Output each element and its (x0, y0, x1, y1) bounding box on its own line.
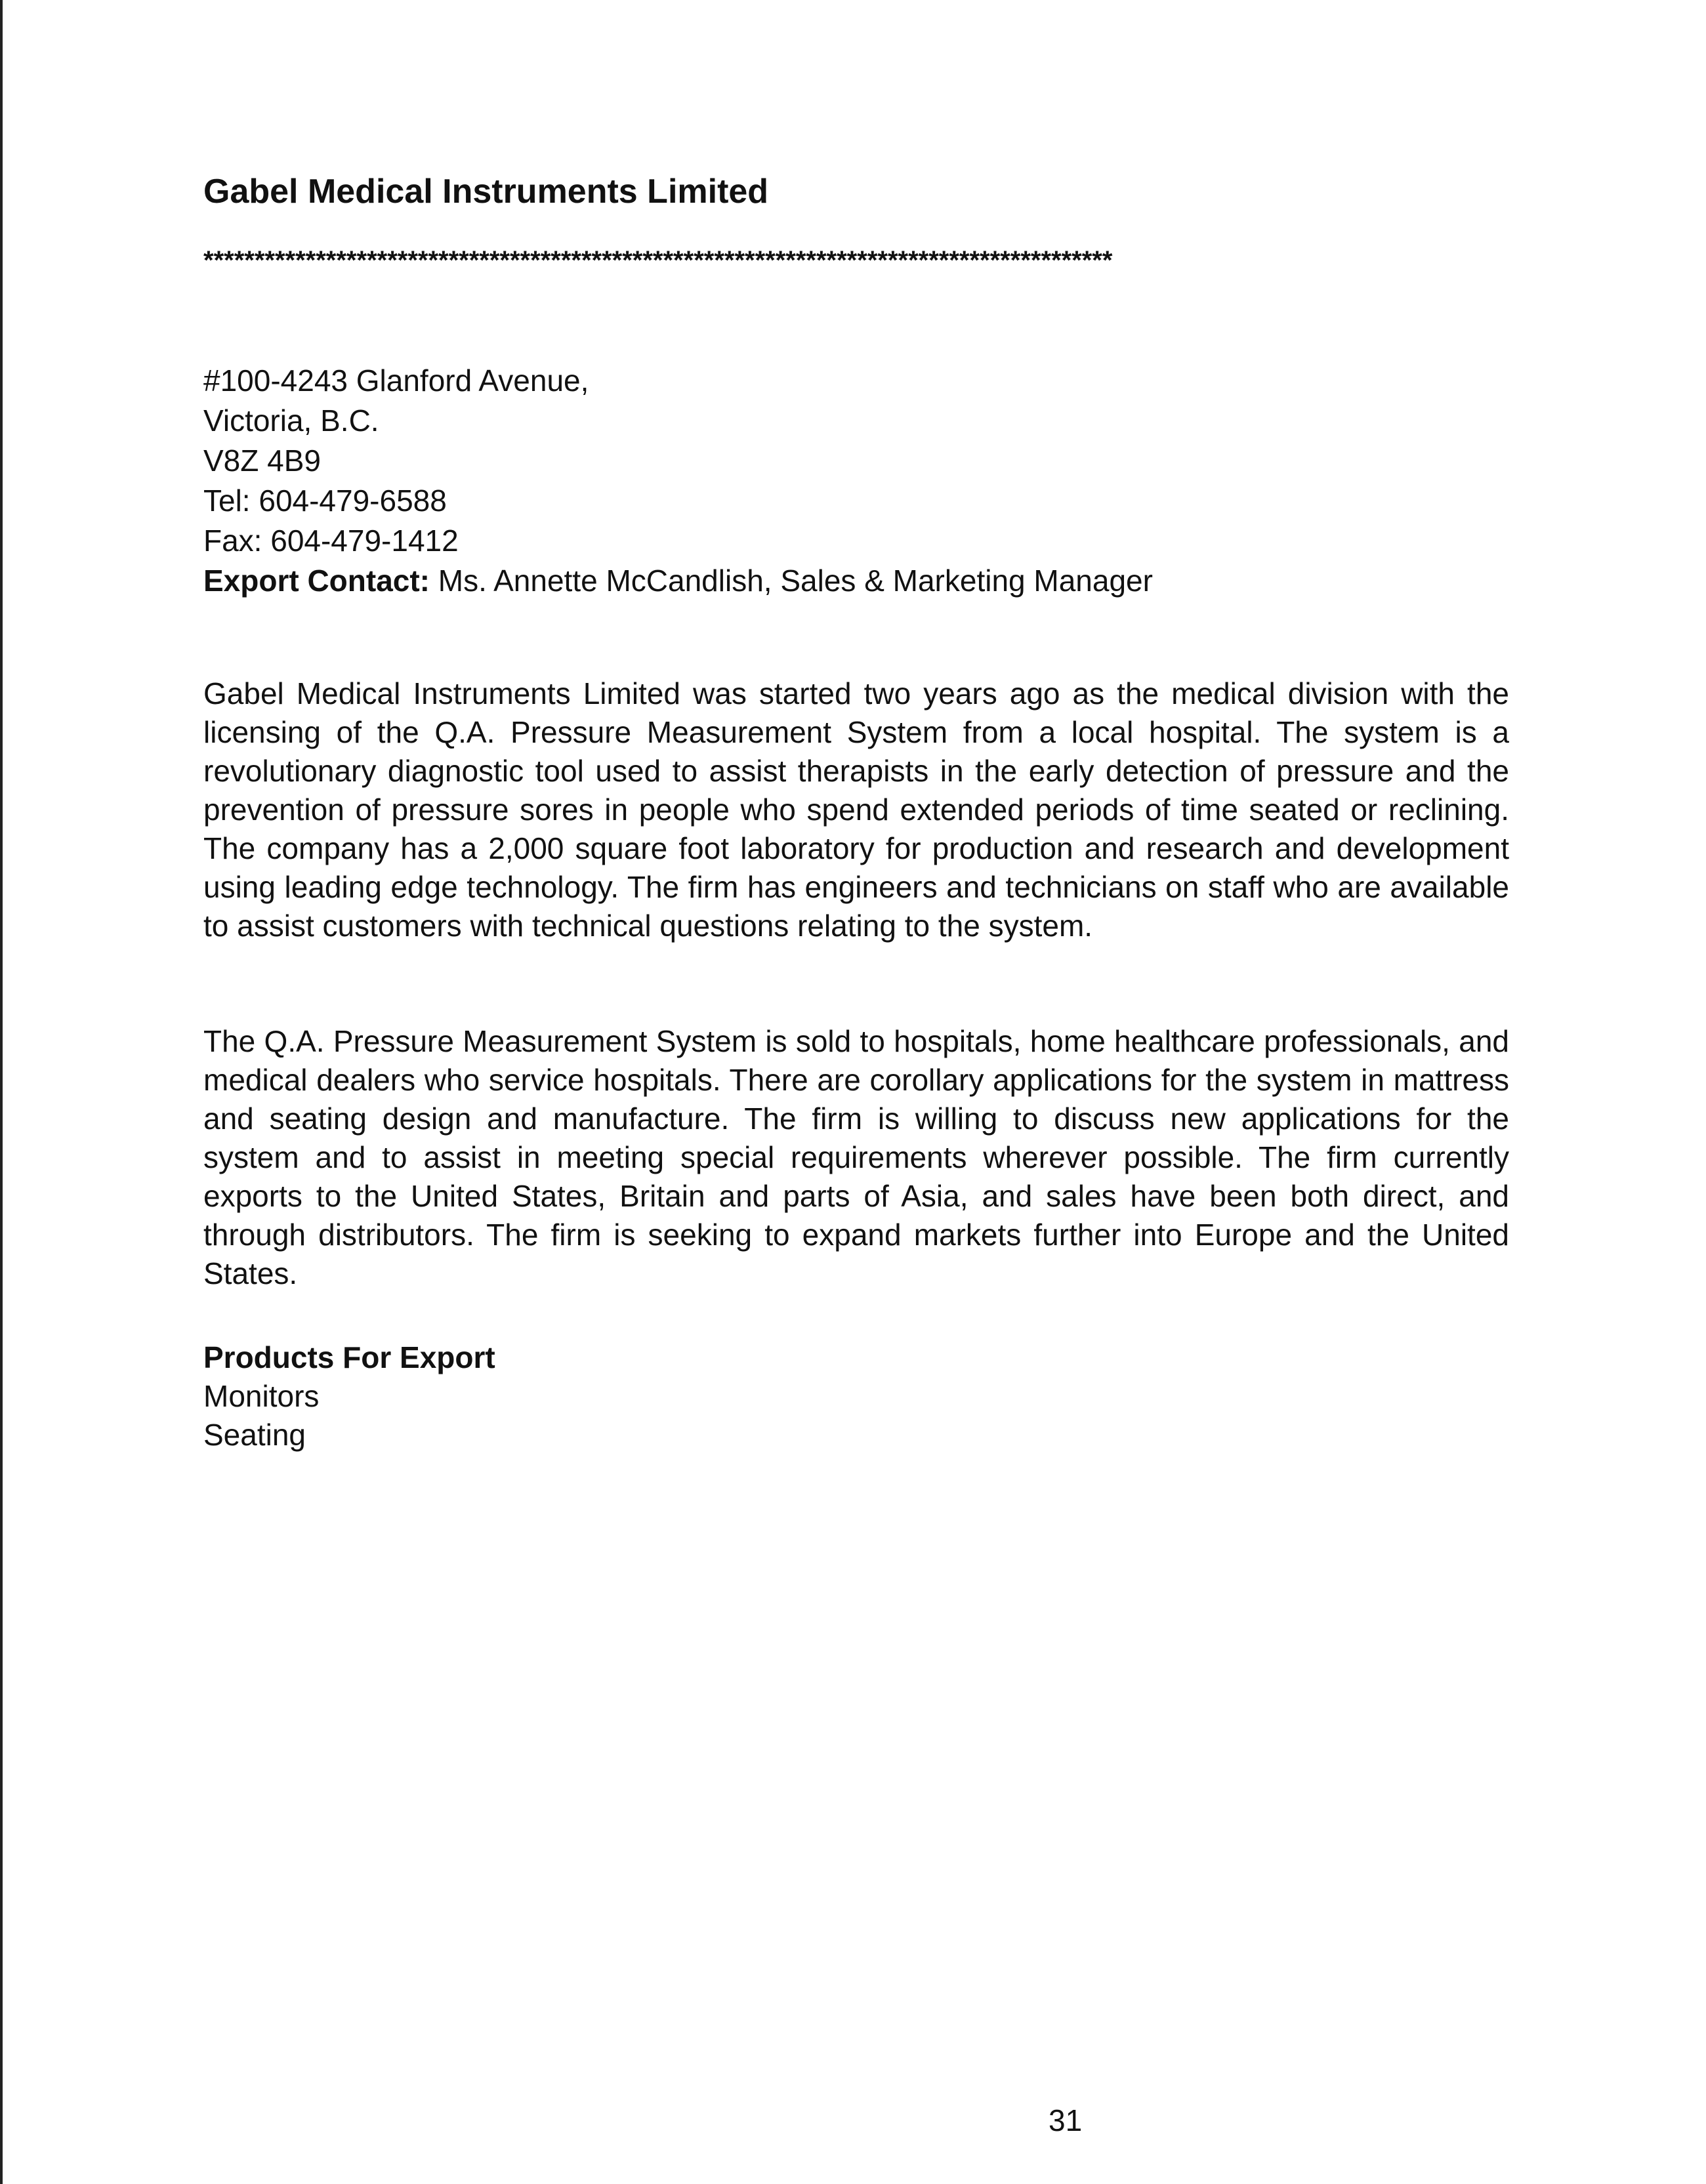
page-edge (0, 0, 3, 2184)
fax-number: Fax: 604-479-1412 (203, 524, 459, 558)
products-heading: Products For Export (203, 1340, 495, 1374)
company-description-paragraph: Gabel Medical Instruments Limited was started two years ago as the medical division with the licensing of the Q.A. Pressure Measurement System from a local hospital. The system is a revolutionary diagnostic tool used to assist therapists in the early detection of pressure and the prevention of pressure sores in people who spend extended periods of time seated or reclining. The company has a 2,000 square foot laboratory for production and research and development using leading edge technology. The firm has engineers and technicians on staff who are available to assist customers with technical questions relating to the system. (203, 676, 1509, 943)
export-contact-line (203, 561, 1153, 601)
export-contact-label: Export Contact: (203, 564, 430, 598)
address-street: #100-4243 Glanford Avenue, (203, 363, 589, 398)
products-section (203, 1338, 495, 1454)
company-name-heading: Gabel Medical Instruments Limited (203, 173, 769, 211)
address-block (203, 361, 1153, 601)
product-item: Seating (203, 1418, 306, 1452)
address-city: Victoria, B.C. (203, 403, 379, 438)
export-contact-value: Ms. Annette McCandlish, Sales & Marketing Manager (430, 564, 1153, 598)
page-number: 31 (1049, 2103, 1083, 2137)
product-item: Monitors (203, 1379, 320, 1413)
asterisk-separator: ***************************************************************************************** (203, 246, 1113, 275)
market-description-paragraph: The Q.A. Pressure Measurement System is sold to hospitals, home healthcare professionals, and medical dealers who service hospitals. There are corollary applications for the system in mattress and seating design and manufacture. The firm is willing to discuss new applications for the system and to assist in meeting special requirements wherever possible. The firm currently exports to the United States, Britain and parts of Asia, and sales have been both direct, and through distributors. The firm is seeking to expand markets further into Europe and the United States. (203, 1024, 1509, 1290)
telephone-number: Tel: 604-479-6588 (203, 484, 447, 518)
address-postal-code: V8Z 4B9 (203, 443, 321, 478)
